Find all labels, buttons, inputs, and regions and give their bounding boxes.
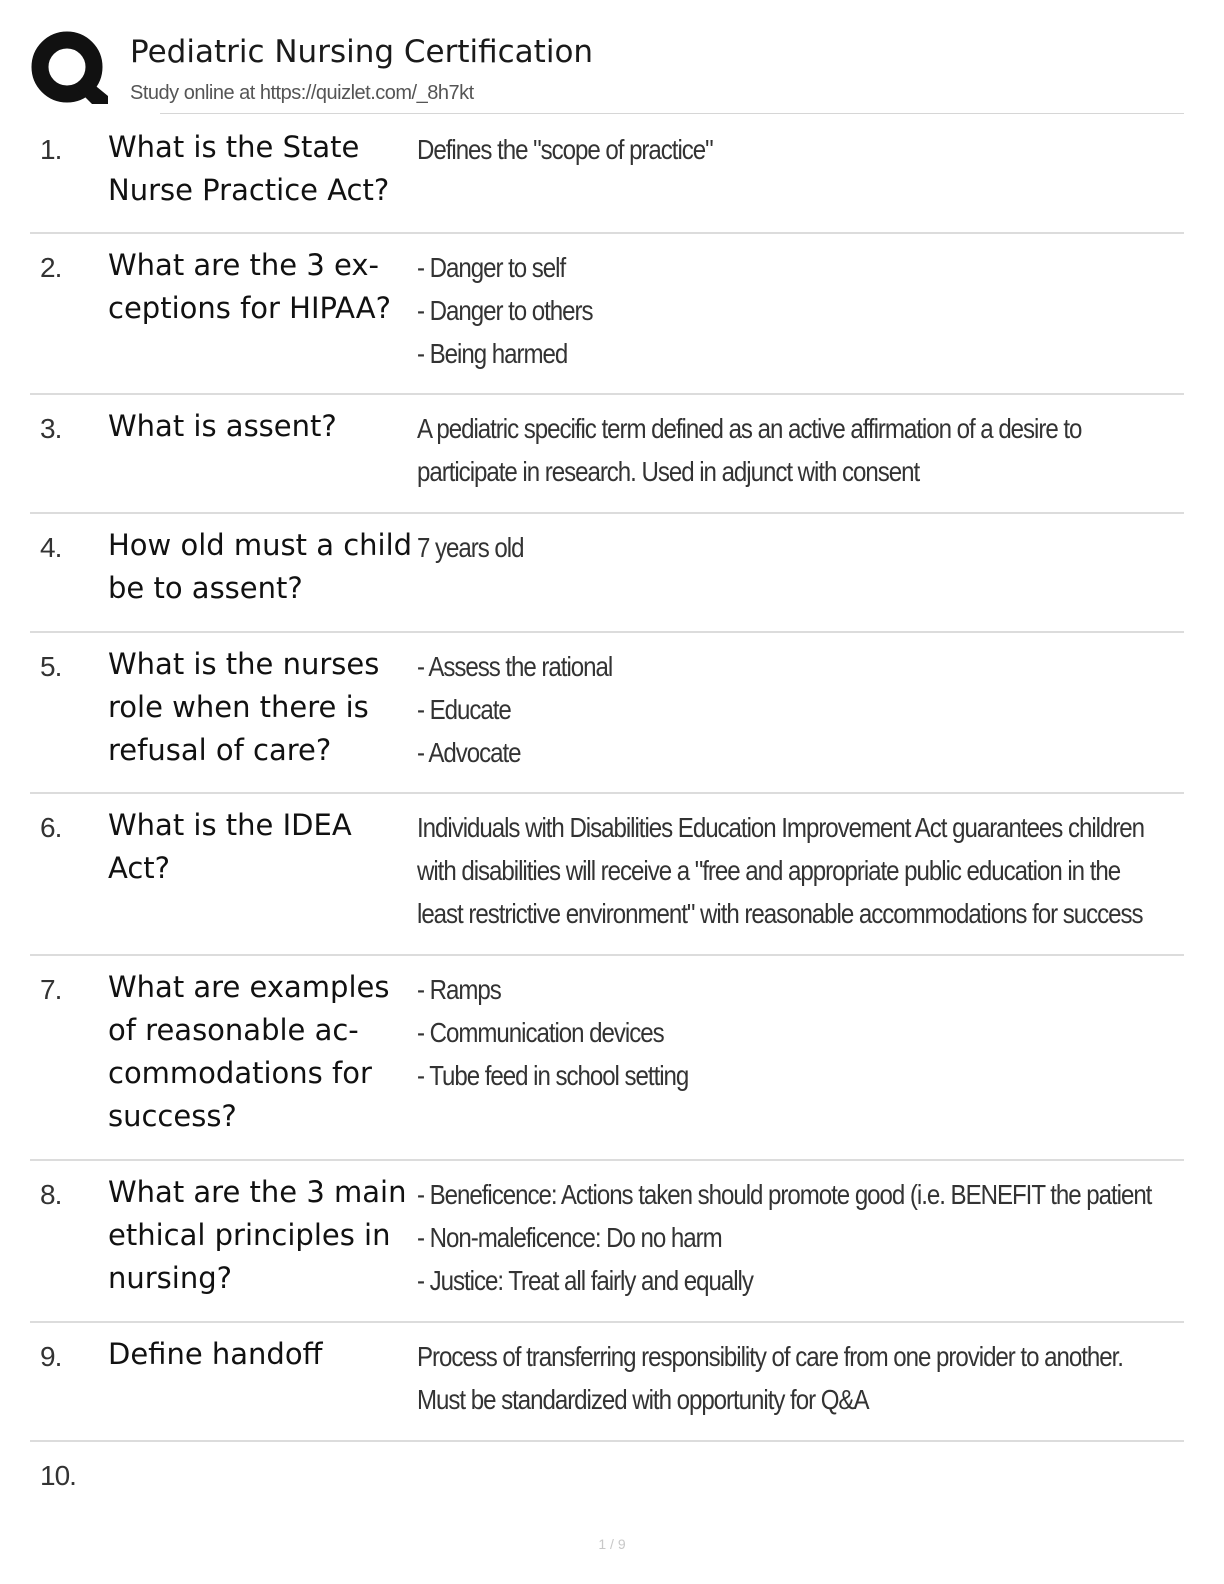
card-term: What are the 3 ex- ceptions for HIPAA? <box>108 248 392 325</box>
flashcard-row <box>30 395 1184 514</box>
card-term: What is the State Nurse Practice Act? <box>108 130 390 207</box>
card-term: What are the 3 main ethical principles in nursing? <box>108 1175 407 1295</box>
card-definition <box>417 645 1182 774</box>
card-definition <box>417 526 1182 569</box>
flashcard-row <box>30 1323 1184 1442</box>
flashcard-row <box>30 956 1184 1161</box>
definition-line: - Tube feed in school setting <box>417 1060 689 1091</box>
definition-line: 7 years old <box>417 532 524 563</box>
definition-line: - Advocate <box>417 737 521 768</box>
document-title: Pediatric Nursing Certification <box>130 34 594 70</box>
card-number: 7. <box>40 974 62 1005</box>
definition-line: - Danger to others <box>417 295 593 326</box>
definition-line: Individuals with Disabilities Education Improvement Act guarantees children <box>417 812 1145 843</box>
card-number: 6. <box>40 812 62 843</box>
flashcard-row <box>30 234 1184 395</box>
definition-line: - Assess the rational <box>417 651 613 682</box>
card-definition <box>417 1335 1182 1421</box>
definition-line: - Communication devices <box>417 1017 664 1048</box>
definition-line: - Being harmed <box>417 338 568 369</box>
card-number: 4. <box>40 532 62 563</box>
definition-line: - Beneficence: Actions taken should promote good (i.e. BENEFIT the patient <box>417 1179 1152 1210</box>
flashcard-row <box>30 1442 1184 1512</box>
flashcard-row <box>30 116 1184 234</box>
card-number: 8. <box>40 1179 62 1210</box>
flashcard-list <box>30 116 1184 1512</box>
document-header <box>30 28 1184 114</box>
card-definition <box>417 407 1182 493</box>
card-number: 3. <box>40 413 62 444</box>
definition-line: Defines the "scope of practice" <box>417 134 713 165</box>
card-term: What are examples of reasonable ac- commodations for success? <box>108 970 390 1133</box>
card-term: What is assent? <box>108 409 337 443</box>
definition-line: - Justice: Treat all fairly and equally <box>417 1265 753 1296</box>
definition-line: Must be standardized with opportunity for Q&A <box>417 1384 869 1415</box>
card-term: What is the nurses role when there is refusal of care? <box>108 647 380 767</box>
definition-line: participate in research. Used in adjunct with consent <box>417 456 920 487</box>
definition-line: Process of transferring responsibility of care from one provider to another. <box>417 1341 1123 1372</box>
definition-line: - Non-maleficence: Do no harm <box>417 1222 722 1253</box>
definition-line: least restrictive environment" with reasonable accommodations for success <box>417 898 1143 929</box>
flashcard-row <box>30 633 1184 794</box>
definition-line: - Educate <box>417 694 511 725</box>
card-number: 5. <box>40 651 62 682</box>
quizlet-logo-icon <box>30 30 110 110</box>
flashcard-row <box>30 794 1184 956</box>
card-term: Define handoff <box>108 1337 323 1371</box>
card-definition <box>417 806 1182 935</box>
card-number: 9. <box>40 1341 62 1372</box>
study-online-link-text: Study online at https://quizlet.com/_8h7kt <box>130 82 474 104</box>
card-definition <box>417 246 1182 375</box>
card-number: 1. <box>40 134 62 165</box>
definition-line: - Ramps <box>417 974 501 1005</box>
definition-line: - Danger to self <box>417 252 566 283</box>
card-definition <box>417 128 1182 171</box>
card-definition <box>417 968 1182 1097</box>
card-number: 2. <box>40 252 62 283</box>
page-number: 1 / 9 <box>598 1536 626 1552</box>
flashcard-row <box>30 1161 1184 1323</box>
header-divider <box>160 113 1184 114</box>
card-definition <box>417 1173 1182 1302</box>
definition-line: A pediatric specific term defined as an active affirmation of a desire to <box>417 413 1082 444</box>
definition-line: with disabilities will receive a "free and appropriate public education in the <box>417 855 1121 886</box>
flashcard-row <box>30 514 1184 633</box>
card-term: What is the IDEA Act? <box>108 808 352 885</box>
card-term: How old must a child be to assent? <box>108 528 413 605</box>
card-number: 10. <box>40 1460 76 1491</box>
